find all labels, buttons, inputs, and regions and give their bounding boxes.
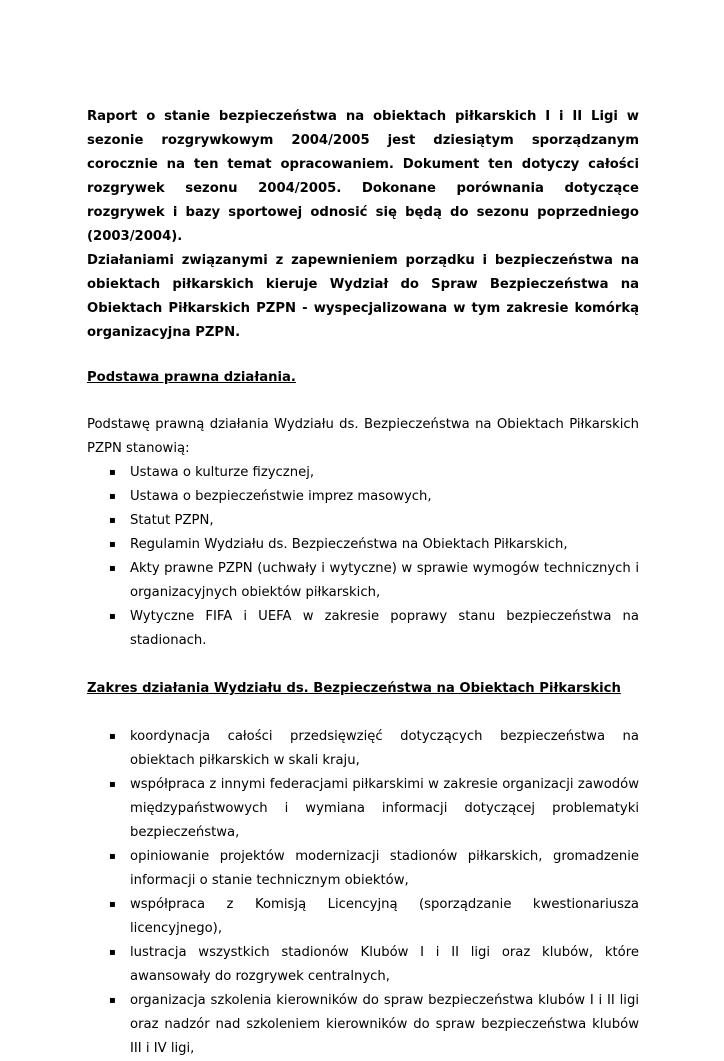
list-item-text: lustracja wszystkich stadionów Klubów I i II ligi oraz klubów, które awansowały do rozgrywek centralnych, [130,945,639,984]
bullet-icon: ▪ [109,779,116,790]
list-item [87,941,639,989]
list-item [87,605,639,653]
list-item [87,893,639,941]
bullet-icon: ▪ [109,947,116,958]
legal-basis-list [87,461,639,653]
legal-basis-heading: Podstawa prawna działania. [87,370,296,385]
list-item [87,533,639,557]
list-item-text: Ustawa o bezpieczeństwie imprez masowych, [130,489,432,504]
list-item-text: Regulamin Wydziału ds. Bezpieczeństwa na Obiektach Piłkarskich, [130,537,568,552]
list-item-text: Wytyczne FIFA i UEFA w zakresie poprawy stanu bezpieczeństwa na stadionach. [130,609,639,648]
bullet-icon: ▪ [109,467,116,478]
scope-heading: Zakres działania Wydziału ds. Bezpieczeństwa na Obiektach Piłkarskich [87,681,621,696]
bullet-icon: ▪ [109,515,116,526]
bullet-icon: ▪ [109,995,116,1006]
intro-paragraph-2: Działaniami związanymi z zapewnieniem porządku i bezpieczeństwa na obiektach piłkarskich kieruje Wydział do Spraw Bezpieczeństwa na Obiektach Piłkarskich PZPN - wyspecjalizowana w tym zakresie komórką organizacyjna PZPN. [87,253,639,340]
list-item [87,773,639,845]
legal-basis-text: Podstawę prawną działania Wydziału ds. Bezpieczeństwa na Obiektach Piłkarskich PZPN stanowią: [87,417,639,456]
bullet-icon: ▪ [109,851,116,862]
list-item-text: współpraca z Komisją Licencyjną (sporządzanie kwestionariusza licencyjnego), [130,897,639,936]
list-item [87,725,639,773]
list-item-text: opiniowanie projektów modernizacji stadionów piłkarskich, gromadzenie informacji o stanie technicznym obiektów, [130,849,639,888]
list-item-text: współpraca z innymi federacjami piłkarskimi w zakresie organizacji zawodów międzypaństwowych i wymiana informacji dotyczącej problematyki bezpieczeństwa, [130,777,639,840]
scope-list [87,725,639,1061]
bullet-icon: ▪ [109,563,116,574]
list-item-text: organizacja szkolenia kierowników do spraw bezpieczeństwa klubów I i II ligi oraz nadzór nad szkoleniem kierowników do spraw bezpieczeństwa klubów III i IV ligi, [130,993,639,1056]
list-item [87,557,639,605]
list-item-text: Statut PZPN, [130,513,214,528]
list-item [87,509,639,533]
list-item [87,485,639,509]
intro-paragraph-1: Raport o stanie bezpieczeństwa na obiektach piłkarskich I i II Ligi w sezonie rozgrywkowym 2004/2005 jest dziesiątym sporządzanym corocznie na ten temat opracowaniem. Dokument ten dotyczy całości rozgrywek sezonu 2004/2005. Dokonane porównania dotyczące rozgrywek i bazy sportowej odnosić się będą do sezonu poprzedniego (2003/2004). [87,109,639,244]
bullet-icon: ▪ [109,611,116,622]
list-item-text: Ustawa o kulturze fizycznej, [130,465,315,480]
list-item [87,845,639,893]
list-item [87,989,639,1061]
list-item [87,461,639,485]
intro-section [87,105,639,345]
bullet-icon: ▪ [109,491,116,502]
bullet-icon: ▪ [109,899,116,910]
list-item-text: koordynacja całości przedsięwzięć dotyczących bezpieczeństwa na obiektach piłkarskich w skali kraju, [130,729,639,768]
document-page [87,105,639,1061]
bullet-icon: ▪ [109,539,116,550]
list-item-text: Akty prawne PZPN (uchwały i wytyczne) w sprawie wymogów technicznych i organizacyjnych obiektów piłkarskich, [130,561,639,600]
bullet-icon: ▪ [109,731,116,742]
